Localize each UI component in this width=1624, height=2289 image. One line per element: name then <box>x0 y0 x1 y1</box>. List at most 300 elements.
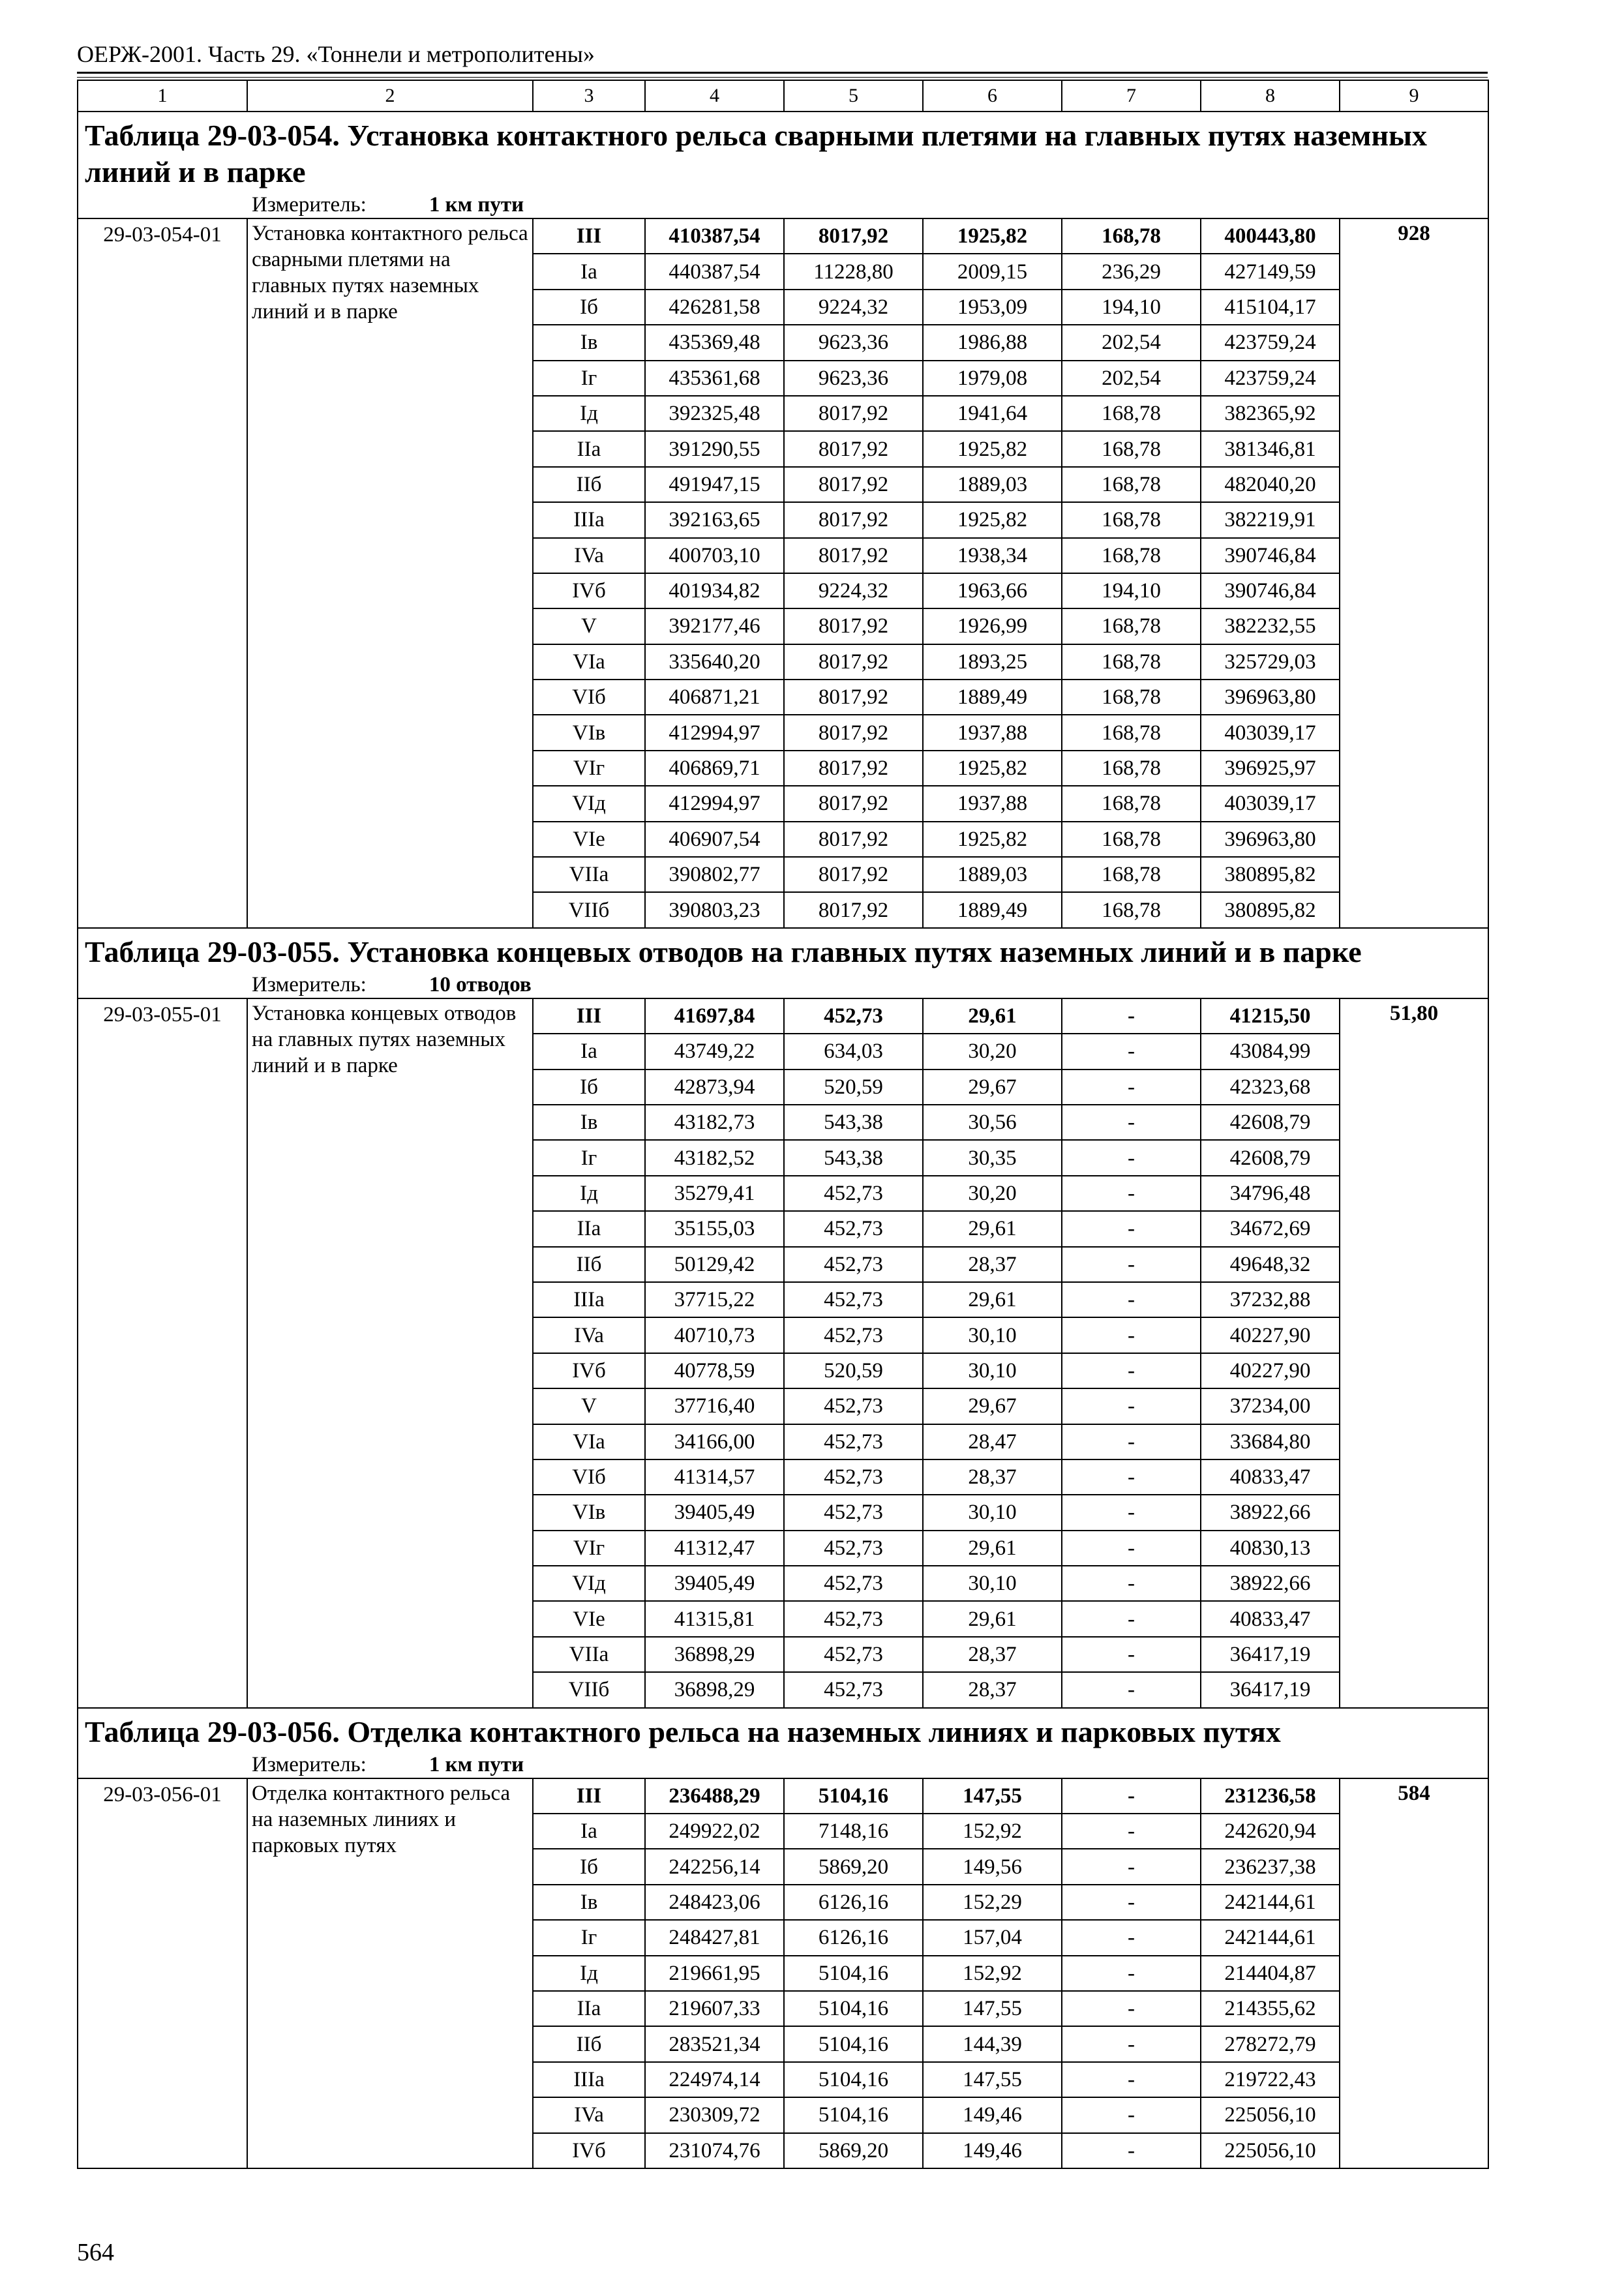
value-cell: 6126,16 <box>784 1885 923 1920</box>
value-cell: - <box>1062 1920 1201 1955</box>
value-cell: - <box>1062 2097 1201 2132</box>
value-cell: 40778,59 <box>645 1353 784 1388</box>
value-cell: 36898,29 <box>645 1637 784 1672</box>
zone-cell: Iб <box>533 1070 645 1105</box>
value-cell: 8017,92 <box>784 431 923 466</box>
value-cell: 1926,99 <box>923 608 1062 644</box>
meter-value: 1 км пути <box>429 1752 524 1776</box>
value-cell: - <box>1062 1424 1201 1459</box>
value-cell: 34796,48 <box>1201 1176 1340 1211</box>
value-cell: - <box>1062 1459 1201 1495</box>
value-cell: 219607,33 <box>645 1991 784 2026</box>
zone-cell: VIIб <box>533 892 645 927</box>
value-cell: 8017,92 <box>784 218 923 254</box>
value-cell: 400703,10 <box>645 538 784 573</box>
value-cell: 30,10 <box>923 1317 1062 1353</box>
zone-cell: VIa <box>533 644 645 680</box>
zone-cell: IIa <box>533 431 645 466</box>
value-cell: 42608,79 <box>1201 1140 1340 1175</box>
zone-cell: VIг <box>533 751 645 786</box>
value-cell: 1925,82 <box>923 431 1062 466</box>
value-cell: 8017,92 <box>784 892 923 927</box>
value-cell: 157,04 <box>923 1920 1062 1955</box>
value-cell: 29,61 <box>923 998 1062 1034</box>
zone-cell: VIб <box>533 1459 645 1495</box>
value-cell: 491947,15 <box>645 467 784 502</box>
value-cell: - <box>1062 1282 1201 1317</box>
value-cell: 36417,19 <box>1201 1637 1340 1672</box>
value-cell: 147,55 <box>923 1778 1062 1814</box>
column-number: 9 <box>1340 80 1488 112</box>
value-cell: 236237,38 <box>1201 1849 1340 1884</box>
header-rule-thin <box>77 77 1488 78</box>
value-cell: - <box>1062 1211 1201 1246</box>
value-cell: 520,59 <box>784 1353 923 1388</box>
zone-cell: IIIa <box>533 2062 645 2097</box>
zone-cell: IVa <box>533 538 645 573</box>
value-cell: 40833,47 <box>1201 1601 1340 1636</box>
value-cell: 1938,34 <box>923 538 1062 573</box>
value-cell: 36417,19 <box>1201 1672 1340 1707</box>
value-cell: 39405,49 <box>645 1566 784 1601</box>
value-cell: 242620,94 <box>1201 1814 1340 1849</box>
value-cell: 29,67 <box>923 1070 1062 1105</box>
value-cell: 380895,82 <box>1201 892 1340 927</box>
value-cell: 1889,03 <box>923 857 1062 892</box>
column-number: 7 <box>1062 80 1201 112</box>
value-cell: - <box>1062 1601 1201 1636</box>
value-cell: - <box>1062 1317 1201 1353</box>
running-header: ОЕРЖ-2001. Часть 29. «Тоннели и метрополитены» <box>77 41 595 67</box>
value-cell: 382232,55 <box>1201 608 1340 644</box>
value-cell: 392177,46 <box>645 608 784 644</box>
value-cell: 1893,25 <box>923 644 1062 680</box>
value-cell: 41697,84 <box>645 998 784 1034</box>
value-cell: 248427,81 <box>645 1920 784 1955</box>
rates-table <box>77 80 1489 2169</box>
value-cell: 219722,43 <box>1201 2062 1340 2097</box>
value-cell: 396963,80 <box>1201 680 1340 715</box>
value-cell: 149,46 <box>923 2097 1062 2132</box>
zone-cell: IVa <box>533 2097 645 2132</box>
zone-cell: Iг <box>533 1920 645 1955</box>
value-cell: 406871,21 <box>645 680 784 715</box>
value-cell: 30,20 <box>923 1034 1062 1069</box>
value-cell: 390746,84 <box>1201 573 1340 608</box>
meter-line <box>85 1752 1481 1778</box>
zone-cell: IVб <box>533 573 645 608</box>
zone-cell: III <box>533 218 645 254</box>
value-cell: 39405,49 <box>645 1495 784 1530</box>
header-rule <box>77 72 1488 74</box>
value-cell: 41315,81 <box>645 1601 784 1636</box>
value-cell: 38922,66 <box>1201 1495 1340 1530</box>
column-number: 8 <box>1201 80 1340 112</box>
meter-value: 1 км пути <box>429 193 524 217</box>
column-number-row <box>78 80 1488 112</box>
value-cell: 236,29 <box>1062 254 1201 289</box>
value-cell: 41215,50 <box>1201 998 1340 1034</box>
value-cell: 28,37 <box>923 1459 1062 1495</box>
value-cell: 5869,20 <box>784 1849 923 1884</box>
value-cell: 42608,79 <box>1201 1105 1340 1140</box>
zone-cell: VIд <box>533 1566 645 1601</box>
zone-cell: Iв <box>533 1885 645 1920</box>
value-cell: 30,56 <box>923 1105 1062 1140</box>
value-cell: 42323,68 <box>1201 1070 1340 1105</box>
value-cell: - <box>1062 1176 1201 1211</box>
value-cell: 242144,61 <box>1201 1885 1340 1920</box>
value-cell: 38922,66 <box>1201 1566 1340 1601</box>
value-cell: 335640,20 <box>645 644 784 680</box>
section-title: Таблица 29-03-055. Установка концевых отводов на главных путях наземных линий и в парке <box>85 935 1362 968</box>
zone-cell: IIIa <box>533 1282 645 1317</box>
value-cell: 41312,47 <box>645 1531 784 1566</box>
value-cell: 1925,82 <box>923 218 1062 254</box>
value-cell: 396963,80 <box>1201 822 1340 857</box>
value-cell: 37715,22 <box>645 1282 784 1317</box>
column-number: 3 <box>533 80 645 112</box>
value-cell: 396925,97 <box>1201 751 1340 786</box>
value-cell: 390802,77 <box>645 857 784 892</box>
zone-cell: Iб <box>533 290 645 325</box>
section-title: Таблица 29-03-054. Установка контактного рельса сварными плетями на главных путях наземных линий и в парке <box>85 119 1427 188</box>
value-cell: 1979,08 <box>923 361 1062 396</box>
value-cell: 634,03 <box>784 1034 923 1069</box>
value-cell: 325729,03 <box>1201 644 1340 680</box>
value-cell: - <box>1062 1140 1201 1175</box>
value-cell: - <box>1062 1247 1201 1282</box>
value-cell: 8017,92 <box>784 857 923 892</box>
value-cell: 5869,20 <box>784 2133 923 2168</box>
meter-value: 10 отводов <box>429 972 532 996</box>
value-cell: 543,38 <box>784 1105 923 1140</box>
value-cell: - <box>1062 1849 1201 1884</box>
value-cell: 1937,88 <box>923 715 1062 750</box>
value-cell: 8017,92 <box>784 502 923 537</box>
value-cell: 168,78 <box>1062 467 1201 502</box>
value-cell: 29,67 <box>923 1388 1062 1424</box>
value-cell: 231074,76 <box>645 2133 784 2168</box>
value-cell: 2009,15 <box>923 254 1062 289</box>
value-cell: - <box>1062 1956 1201 1991</box>
value-cell: 5104,16 <box>784 2097 923 2132</box>
zone-cell: Iг <box>533 1140 645 1175</box>
value-cell: 29,61 <box>923 1211 1062 1246</box>
value-cell: 168,78 <box>1062 608 1201 644</box>
section-header <box>78 928 1488 998</box>
value-cell: 37716,40 <box>645 1388 784 1424</box>
col9-value: 928 <box>1340 218 1488 928</box>
value-cell: - <box>1062 1495 1201 1530</box>
value-cell: 403039,17 <box>1201 786 1340 821</box>
value-cell: 1963,66 <box>923 573 1062 608</box>
value-cell: 242144,61 <box>1201 1920 1340 1955</box>
value-cell: - <box>1062 1070 1201 1105</box>
value-cell: 147,55 <box>923 2062 1062 2097</box>
value-cell: 40710,73 <box>645 1317 784 1353</box>
zone-cell: IVб <box>533 1353 645 1388</box>
zone-cell: VIIa <box>533 857 645 892</box>
value-cell: 202,54 <box>1062 361 1201 396</box>
column-number: 2 <box>247 80 533 112</box>
value-cell: 452,73 <box>784 1672 923 1707</box>
value-cell: 1889,49 <box>923 680 1062 715</box>
value-cell: 8017,92 <box>784 467 923 502</box>
value-cell: 30,35 <box>923 1140 1062 1175</box>
value-cell: 9224,32 <box>784 573 923 608</box>
value-cell: 168,78 <box>1062 644 1201 680</box>
value-cell: 168,78 <box>1062 218 1201 254</box>
value-cell: 452,73 <box>784 1637 923 1672</box>
value-cell: - <box>1062 1672 1201 1707</box>
zone-cell: III <box>533 1778 645 1814</box>
value-cell: 214355,62 <box>1201 1991 1340 2026</box>
value-cell: 392325,48 <box>645 396 784 431</box>
value-cell: 452,73 <box>784 1424 923 1459</box>
value-cell: 9224,32 <box>784 290 923 325</box>
value-cell: 152,92 <box>923 1956 1062 1991</box>
value-cell: 50129,42 <box>645 1247 784 1282</box>
value-cell: 219661,95 <box>645 1956 784 1991</box>
value-cell: 415104,17 <box>1201 290 1340 325</box>
section-header <box>78 112 1488 218</box>
zone-cell: VIб <box>533 680 645 715</box>
value-cell: 40227,90 <box>1201 1317 1340 1353</box>
table-row <box>78 998 1488 1034</box>
value-cell: 30,10 <box>923 1353 1062 1388</box>
value-cell: 30,10 <box>923 1566 1062 1601</box>
value-cell: 30,10 <box>923 1495 1062 1530</box>
meter-line <box>85 192 1481 218</box>
zone-cell: Iв <box>533 1105 645 1140</box>
section-title-row <box>78 112 1488 218</box>
value-cell: 149,56 <box>923 1849 1062 1884</box>
value-cell: 8017,92 <box>784 538 923 573</box>
zone-cell: VIв <box>533 715 645 750</box>
value-cell: 5104,16 <box>784 2062 923 2097</box>
value-cell: 168,78 <box>1062 892 1201 927</box>
value-cell: 43182,73 <box>645 1105 784 1140</box>
value-cell: 1953,09 <box>923 290 1062 325</box>
value-cell: 6126,16 <box>784 1920 923 1955</box>
value-cell: 8017,92 <box>784 680 923 715</box>
value-cell: 168,78 <box>1062 715 1201 750</box>
zone-cell: Iд <box>533 396 645 431</box>
value-cell: 42873,94 <box>645 1070 784 1105</box>
zone-cell: IIa <box>533 1991 645 2026</box>
rate-description: Установка контактного рельса сварными плетями на главных путях наземных линий и в парке <box>247 218 533 928</box>
zone-cell: IIб <box>533 2026 645 2061</box>
value-cell: 33684,80 <box>1201 1424 1340 1459</box>
zone-cell: VIе <box>533 822 645 857</box>
value-cell: 41314,57 <box>645 1459 784 1495</box>
meter-label: Измеритель: <box>252 193 367 217</box>
value-cell: 423759,24 <box>1201 361 1340 396</box>
meter-label: Измеритель: <box>252 1752 367 1776</box>
zone-cell: VIa <box>533 1424 645 1459</box>
value-cell: - <box>1062 1105 1201 1140</box>
col9-value: 584 <box>1340 1778 1488 2168</box>
value-cell: 410387,54 <box>645 218 784 254</box>
value-cell: - <box>1062 998 1201 1034</box>
value-cell: 168,78 <box>1062 786 1201 821</box>
value-cell: 8017,92 <box>784 396 923 431</box>
value-cell: - <box>1062 1814 1201 1849</box>
zone-cell: IIIa <box>533 502 645 537</box>
value-cell: - <box>1062 1034 1201 1069</box>
value-cell: 452,73 <box>784 1566 923 1601</box>
value-cell: 37234,00 <box>1201 1388 1340 1424</box>
value-cell: 168,78 <box>1062 538 1201 573</box>
value-cell: 5104,16 <box>784 1956 923 1991</box>
value-cell: 452,73 <box>784 1211 923 1246</box>
value-cell: 283521,34 <box>645 2026 784 2061</box>
meter-line <box>85 972 1481 998</box>
value-cell: 147,55 <box>923 1991 1062 2026</box>
rate-code: 29-03-055-01 <box>78 998 247 1708</box>
value-cell: 427149,59 <box>1201 254 1340 289</box>
column-number: 6 <box>923 80 1062 112</box>
value-cell: 28,47 <box>923 1424 1062 1459</box>
value-cell: 8017,92 <box>784 751 923 786</box>
value-cell: 401934,82 <box>645 573 784 608</box>
zone-cell: VIIa <box>533 1637 645 1672</box>
value-cell: 152,92 <box>923 1814 1062 1849</box>
zone-cell: IIб <box>533 1247 645 1282</box>
value-cell: - <box>1062 1353 1201 1388</box>
value-cell: 452,73 <box>784 1531 923 1566</box>
value-cell: 406869,71 <box>645 751 784 786</box>
rate-code: 29-03-056-01 <box>78 1778 247 2168</box>
zone-cell: Ia <box>533 1814 645 1849</box>
value-cell: 5104,16 <box>784 2026 923 2061</box>
value-cell: 382365,92 <box>1201 396 1340 431</box>
value-cell: 435369,48 <box>645 325 784 360</box>
value-cell: 168,78 <box>1062 751 1201 786</box>
value-cell: 452,73 <box>784 1282 923 1317</box>
zone-cell: III <box>533 998 645 1034</box>
value-cell: 34166,00 <box>645 1424 784 1459</box>
value-cell: 168,78 <box>1062 431 1201 466</box>
value-cell: 34672,69 <box>1201 1211 1340 1246</box>
value-cell: 35155,03 <box>645 1211 784 1246</box>
value-cell: 214404,87 <box>1201 1956 1340 1991</box>
value-cell: 435361,68 <box>645 361 784 396</box>
section-title-row <box>78 1708 1488 1778</box>
value-cell: - <box>1062 1991 1201 2026</box>
value-cell: 452,73 <box>784 1459 923 1495</box>
value-cell: 452,73 <box>784 998 923 1034</box>
zone-cell: Iд <box>533 1176 645 1211</box>
value-cell: 1986,88 <box>923 325 1062 360</box>
value-cell: 403039,17 <box>1201 715 1340 750</box>
value-cell: 43084,99 <box>1201 1034 1340 1069</box>
value-cell: 1889,03 <box>923 467 1062 502</box>
value-cell: 8017,92 <box>784 786 923 821</box>
rate-description: Отделка контактного рельса на наземных линиях и парковых путях <box>247 1778 533 2168</box>
value-cell: 40830,13 <box>1201 1531 1340 1566</box>
zone-cell: VIIб <box>533 1672 645 1707</box>
value-cell: 390746,84 <box>1201 538 1340 573</box>
zone-cell: IIa <box>533 1211 645 1246</box>
value-cell: 426281,58 <box>645 290 784 325</box>
value-cell: 248423,06 <box>645 1885 784 1920</box>
value-cell: 168,78 <box>1062 822 1201 857</box>
value-cell: 194,10 <box>1062 573 1201 608</box>
value-cell: 380895,82 <box>1201 857 1340 892</box>
rate-description: Установка концевых отводов на главных путях наземных линий и в парке <box>247 998 533 1708</box>
value-cell: 8017,92 <box>784 715 923 750</box>
zone-cell: V <box>533 608 645 644</box>
value-cell: 29,61 <box>923 1531 1062 1566</box>
value-cell: 249922,02 <box>645 1814 784 1849</box>
rate-code: 29-03-054-01 <box>78 218 247 928</box>
value-cell: 194,10 <box>1062 290 1201 325</box>
value-cell: 40833,47 <box>1201 1459 1340 1495</box>
value-cell: 5104,16 <box>784 1991 923 2026</box>
section-header <box>78 1708 1488 1778</box>
value-cell: 224974,14 <box>645 2062 784 2097</box>
value-cell: 390803,23 <box>645 892 784 927</box>
value-cell: 1941,64 <box>923 396 1062 431</box>
value-cell: 28,37 <box>923 1247 1062 1282</box>
value-cell: 391290,55 <box>645 431 784 466</box>
value-cell: 8017,92 <box>784 822 923 857</box>
meter-label: Измеритель: <box>252 972 367 996</box>
value-cell: 29,61 <box>923 1282 1062 1317</box>
value-cell: 412994,97 <box>645 786 784 821</box>
value-cell: 168,78 <box>1062 857 1201 892</box>
section-title-row <box>78 928 1488 998</box>
column-number: 1 <box>78 80 247 112</box>
column-number: 4 <box>645 80 784 112</box>
zone-cell: Ia <box>533 1034 645 1069</box>
value-cell: 37232,88 <box>1201 1282 1340 1317</box>
zone-cell: IVб <box>533 2133 645 2168</box>
value-cell: 230309,72 <box>645 2097 784 2132</box>
zone-cell: Iв <box>533 325 645 360</box>
zone-cell: VIг <box>533 1531 645 1566</box>
value-cell: 144,39 <box>923 2026 1062 2061</box>
value-cell: 423759,24 <box>1201 325 1340 360</box>
value-cell: 400443,80 <box>1201 218 1340 254</box>
value-cell: 43182,52 <box>645 1140 784 1175</box>
value-cell: 29,61 <box>923 1601 1062 1636</box>
section-title: Таблица 29-03-056. Отделка контактного рельса на наземных линиях и парковых путях <box>85 1714 1281 1748</box>
value-cell: 1925,82 <box>923 822 1062 857</box>
zone-cell: Iд <box>533 1956 645 1991</box>
value-cell: 30,20 <box>923 1176 1062 1211</box>
col9-value: 51,80 <box>1340 998 1488 1708</box>
value-cell: 520,59 <box>784 1070 923 1105</box>
value-cell: 452,73 <box>784 1388 923 1424</box>
value-cell: 11228,80 <box>784 254 923 289</box>
value-cell: 40227,90 <box>1201 1353 1340 1388</box>
value-cell: 149,46 <box>923 2133 1062 2168</box>
value-cell: 1889,49 <box>923 892 1062 927</box>
value-cell: 225056,10 <box>1201 2097 1340 2132</box>
value-cell: 9623,36 <box>784 361 923 396</box>
value-cell: - <box>1062 1531 1201 1566</box>
value-cell: 49648,32 <box>1201 1247 1340 1282</box>
value-cell: 440387,54 <box>645 254 784 289</box>
zone-cell: V <box>533 1388 645 1424</box>
page-number: 564 <box>77 2239 114 2266</box>
value-cell: - <box>1062 2133 1201 2168</box>
zone-cell: IIб <box>533 467 645 502</box>
value-cell: 543,38 <box>784 1140 923 1175</box>
